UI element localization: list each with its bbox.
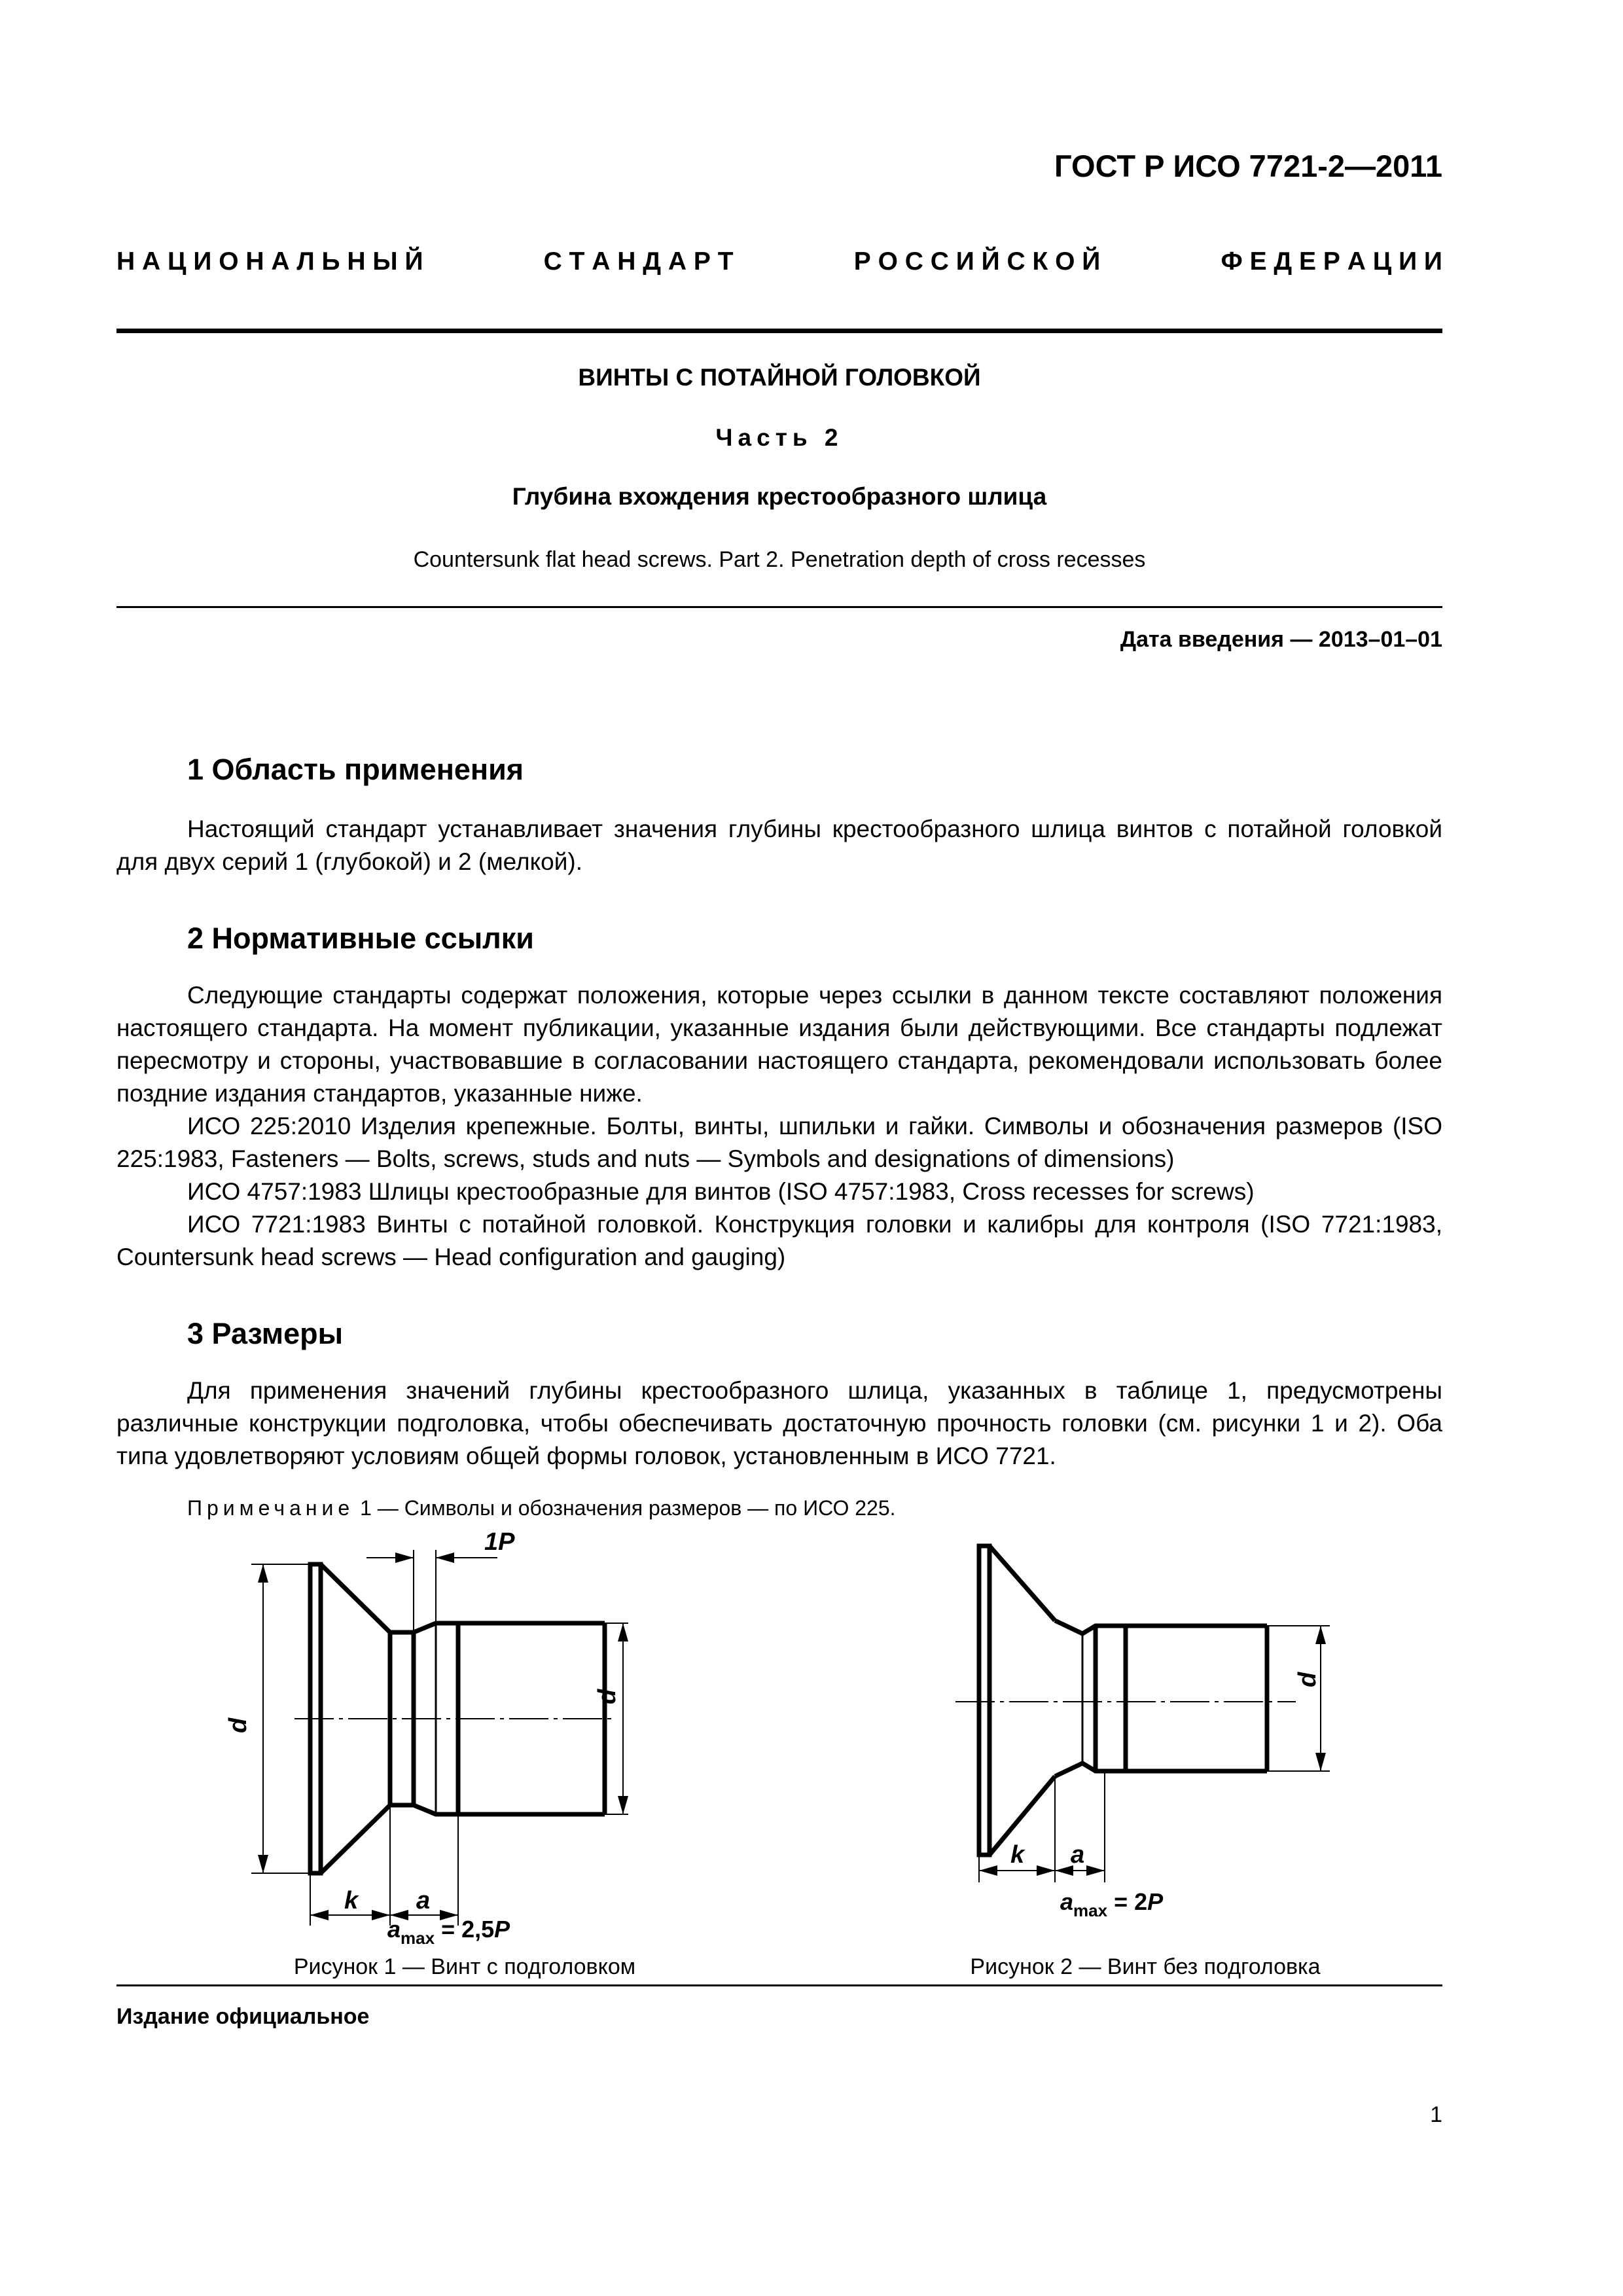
note-text: 1 — Символы и обозначения размеров — по ИСО 225. [354,1496,896,1520]
figure-2-drawing [929,1530,1361,1936]
page-number: 1 [1430,2102,1442,2127]
section-2-heading: 2 Нормативные ссылки [187,922,534,955]
amax-a: a [1060,1888,1074,1915]
figure-1-caption: Рисунок 1 — Винт с подголовком [293,1954,636,1979]
amax-formula [387,1916,510,1948]
amax-sub: max [401,1928,435,1948]
banner-word: Н А Ц И О Н А Л Ь Н Ы Й [116,247,423,276]
figure-2-caption: Рисунок 2 — Винт без подголовка [970,1954,1321,1979]
label-d: d [1294,1672,1321,1687]
header-divider [116,329,1442,333]
introduction-date: Дата введения — 2013–01–01 [1120,627,1442,652]
section-3-heading: 3 Размеры [187,1317,344,1350]
edition-label: Издание официальное [116,2004,370,2029]
label-a: a [1071,1841,1085,1869]
banner-word: С Т А Н Д А Р Т [543,247,734,276]
section-1-heading: 1 Область применения [187,753,524,786]
amax-sub: max [1073,1901,1108,1920]
section-2-paragraph: Следующие стандарты содержат положения, которые через ссылки в данном тексте составляют положения настоящего стандарта. На момент публикации, указанные издания были действующими. Все стандарты подлежат пересмотру и стороны, участвовавшие в согласовании настоящего стандарта, рекомендовали использовать более поздние издания стандартов, указанные ниже. [116,982,1442,1107]
reference-iso-4757: ИСО 4757:1983 Шлицы крестообразные для винтов (ISO 4757:1983, Cross recesses for screws) [187,1178,1255,1205]
banner-word: Р О С С И Й С К О Й [853,247,1101,276]
label-1p: 1P [484,1530,515,1556]
amax-p: P [1147,1888,1164,1915]
amax-formula [1060,1888,1164,1920]
note-label: Примечание [187,1496,355,1520]
amax-eq: = 2 [1107,1888,1148,1915]
figure-1-drawing [223,1530,628,1949]
section-3-text: Для применения значений глубины крестообразного шлица, указанных в таблице 1, предусмотрены различные конструкции подголовка, чтобы обеспечивать достаточную прочность головки (см. рисунки 1 и 2). Оба типа удовлетворяют условиям общей формы головок, установленным в ИСО 7721. [116,1377,1442,1469]
banner-word: Ф Е Д Е Р А Ц И И [1221,247,1442,276]
label-k: k [1010,1841,1025,1869]
label-d-right: d [594,1689,621,1704]
label-d-left: d [224,1717,252,1733]
label-a: a [416,1887,431,1914]
note-1 [187,1496,896,1520]
section-1-text: Настоящий стандарт устанавливает значения глубины крестообразного шлица винтов с потайной головкой для двух серий 1 (глубокой) и 2 (мелкой). [116,816,1442,875]
amax-a: a [387,1916,401,1943]
standard-number: ГОСТ Р ИСО 7721-2—2011 [1054,149,1442,183]
document-subtitle: Глубина вхождения крестообразного шлица [512,483,1047,510]
label-k: k [344,1887,359,1914]
amax-p: P [494,1916,510,1943]
document-part: Часть 2 [715,424,844,451]
footer-divider [116,1984,1442,1986]
title-divider [116,606,1442,608]
reference-iso-7721: ИСО 7721:1983 Винты с потайной головкой. Конструкция головки и калибры для контроля (ISO 7721:1983, Countersunk head screws — Head configuration and gauging) [116,1211,1442,1270]
reference-iso-225: ИСО 225:2010 Изделия крепежные. Болты, винты, шпильки и гайки. Символы и обозначения размеров (ISO 225:1983, Fasteners — Bolts, screws, studs and nuts — Symbols and designations of dimensions) [116,1113,1442,1172]
document-title: ВИНТЫ С ПОТАЙНОЙ ГОЛОВКОЙ [578,364,981,391]
english-title: Countersunk flat head screws. Part 2. Penetration depth of cross recesses [413,547,1146,572]
amax-eq: = 2,5 [435,1916,495,1943]
national-standard-banner [116,247,1442,276]
